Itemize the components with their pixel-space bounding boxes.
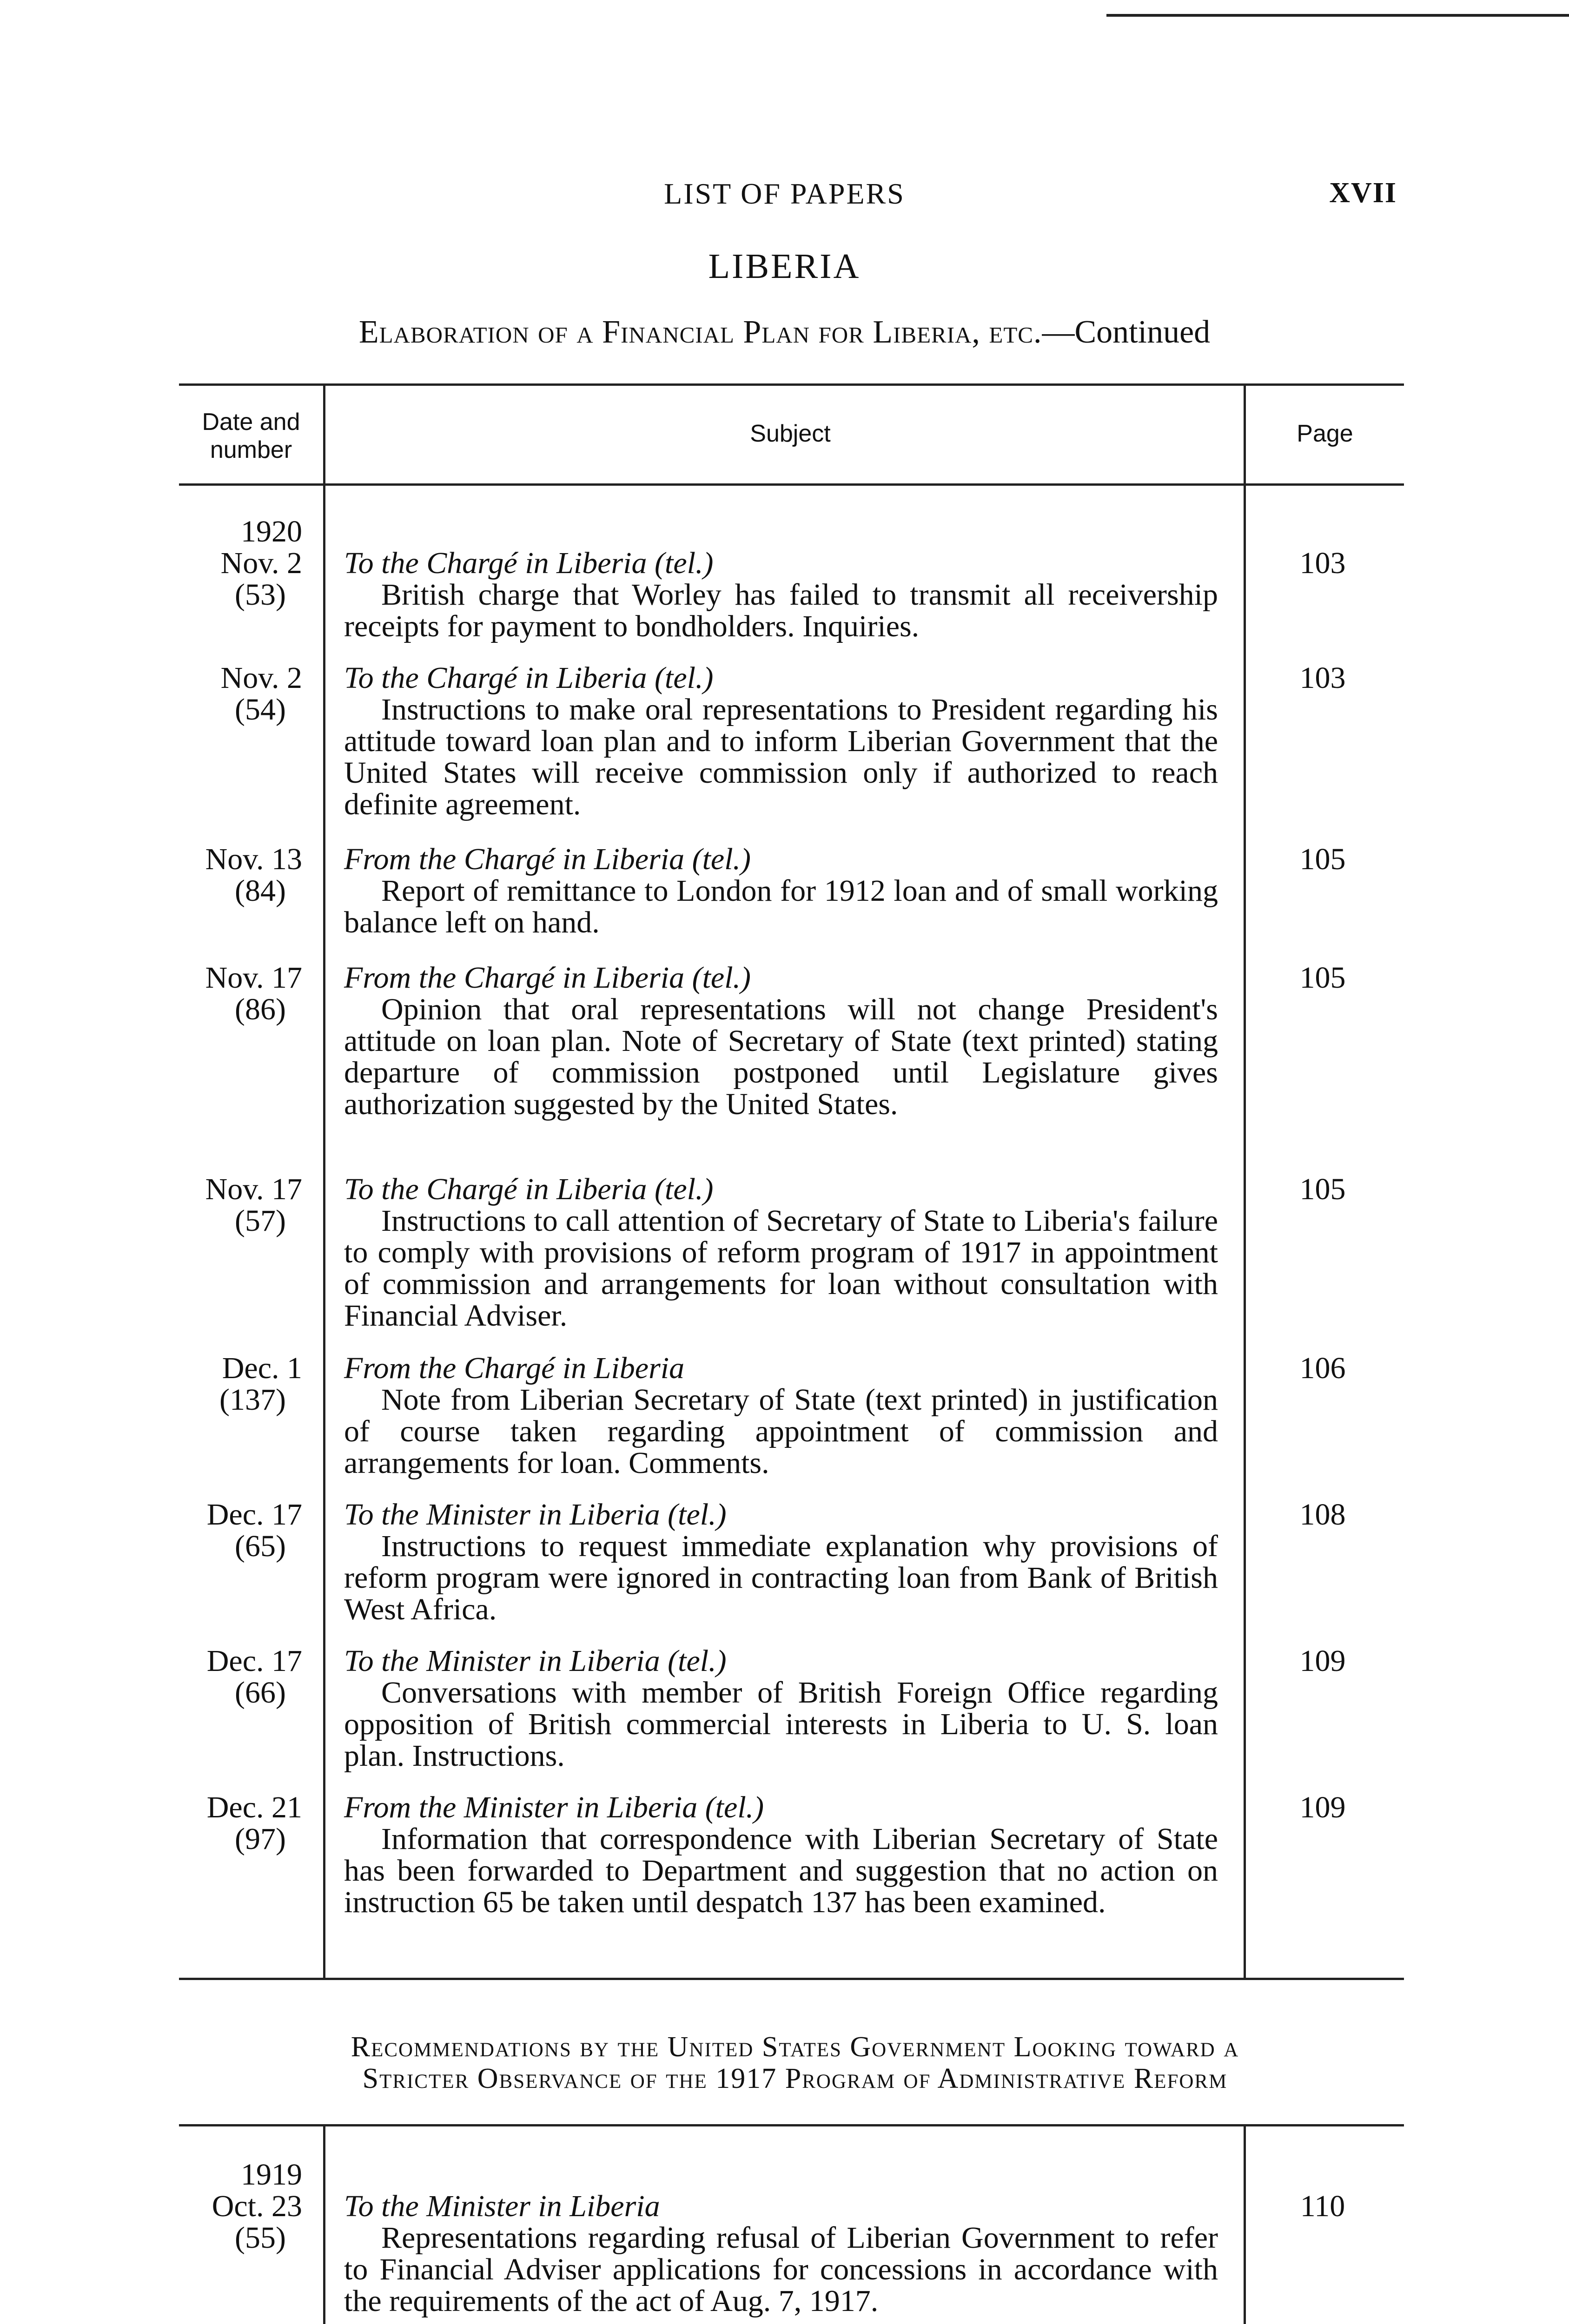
column-divider-right xyxy=(1244,386,1246,1978)
entry-date: Dec. 17 xyxy=(206,1644,302,1678)
column-header-subject: Subject xyxy=(750,420,831,447)
date-cell xyxy=(177,844,302,907)
date-cell xyxy=(177,1174,302,1237)
entry-correspondent: To the Minister in Liberia (tel.) xyxy=(344,1498,727,1532)
date-cell xyxy=(177,962,302,1025)
section-2-title-line-1: Recommendations by the United States Government Looking toward a xyxy=(351,2031,1239,2063)
date-cell xyxy=(177,1645,302,1709)
entry-summary: Information that correspondence with Liberian Secretary of State has been forwarded to Department and suggestion that no action on instruction 65 be taken until despatch 137 has been examined. xyxy=(344,1822,1218,1919)
entry-number: (57) xyxy=(235,1204,286,1238)
date-cell xyxy=(177,662,302,726)
entry-correspondent: From the Chargé in Liberia (tel.) xyxy=(344,842,751,876)
entry-number: (65) xyxy=(235,1529,286,1563)
subject-cell xyxy=(344,962,1218,1120)
subject-cell xyxy=(344,1174,1218,1332)
entry-correspondent: To the Chargé in Liberia (tel.) xyxy=(344,546,714,580)
entry-date: Nov. 17 xyxy=(205,961,302,995)
entry-number: (137) xyxy=(219,1383,286,1417)
entry-summary: Opinion that oral representations will not change President's attitude on loan plan. Note of Secretary of State (text printed) stating departure of commission postponed until Legislature gives authorization suggested by the United States. xyxy=(344,992,1218,1121)
entry-number: (84) xyxy=(235,874,286,908)
entry-correspondent: To the Minister in Liberia (tel.) xyxy=(344,1644,727,1678)
page-number: XVII xyxy=(1329,177,1397,209)
entry-number: (55) xyxy=(235,2221,286,2255)
entry-date: Nov. 17 xyxy=(205,1172,302,1206)
entry-summary: British charge that Worley has failed to transmit all receivership receipts for payment to bondholders. Inquiries. xyxy=(344,578,1218,643)
entry-correspondent: From the Chargé in Liberia xyxy=(344,1351,685,1385)
entry-number: (54) xyxy=(235,693,286,726)
entry-correspondent: To the Chargé in Liberia (tel.) xyxy=(344,1172,714,1206)
page-cell: 103 xyxy=(1299,661,1346,695)
entry-date: Nov. 13 xyxy=(205,842,302,876)
subject-cell xyxy=(344,844,1218,938)
section-continued: —Continued xyxy=(1042,314,1211,350)
entry-summary: Note from Liberian Secretary of State (text printed) in justification of course taken regarding appointment of commission and arrangements for loan. Comments. xyxy=(344,1383,1218,1480)
entry-summary: Representations regarding refusal of Liberian Government to refer to Financial Adviser applications for concessions in accordance with the requirements of the act of Aug. 7, 1917. xyxy=(344,2221,1218,2318)
page-cell: 105 xyxy=(1299,842,1346,876)
table-2-divider-left xyxy=(323,2126,325,2324)
entry-date: Dec. 1 xyxy=(222,1351,302,1385)
section-title-text: Elaboration of a Financial Plan for Liberia, etc. xyxy=(358,314,1042,350)
entry-summary: Conversations with member of British Foreign Office regarding opposition of British commercial interests in Liberia to U. S. loan plan. Instructions. xyxy=(344,1676,1218,1773)
subject-cell xyxy=(344,1792,1218,1918)
page-cell: 110 xyxy=(1300,2189,1345,2223)
column-header-page: Page xyxy=(1297,420,1353,447)
subject-cell xyxy=(344,1353,1218,1479)
subject-cell xyxy=(344,1499,1218,1625)
entry-summary: Instructions to request immediate explanation why provisions of reform program were ignored in contracting loan from Bank of British West Africa. xyxy=(344,1529,1218,1626)
page-cell: 103 xyxy=(1299,546,1346,580)
entry-date: Nov. 2 xyxy=(220,661,302,695)
entry-correspondent: To the Minister in Liberia xyxy=(344,2189,660,2223)
page-cell: 105 xyxy=(1299,1172,1346,1206)
top-edge-rule xyxy=(1106,14,1569,17)
entry-correspondent: To the Chargé in Liberia (tel.) xyxy=(344,661,714,695)
entry-number: (97) xyxy=(235,1822,286,1856)
entry-date: Dec. 17 xyxy=(206,1498,302,1532)
date-cell xyxy=(177,1353,302,1416)
table-2-divider-right xyxy=(1244,2126,1246,2324)
date-cell xyxy=(177,1499,302,1562)
page-cell: 105 xyxy=(1299,961,1346,995)
entry-date: Nov. 2 xyxy=(220,546,302,580)
subject-cell xyxy=(344,1645,1218,1772)
column-header-date: Date and number xyxy=(202,409,300,463)
page-cell: 109 xyxy=(1299,1644,1346,1678)
running-head-title: LIST OF PAPERS xyxy=(664,177,905,210)
page-cell: 109 xyxy=(1299,1790,1346,1824)
date-cell xyxy=(177,516,302,611)
entry-summary: Instructions to make oral representations to President regarding his attitude toward loan plan and to inform Liberian Government that the United States will receive commission only if authorized to reach definite agreement. xyxy=(344,693,1218,821)
section-2-title xyxy=(172,2031,1418,2094)
entry-summary: Report of remittance to London for 1912 loan and of small working balance left on hand. xyxy=(344,874,1218,939)
entry-summary: Instructions to call attention of Secretary of State to Liberia's failure to comply with provisions of reform program of 1917 in appointment of commission and arrangements for loan without consultation with Financial Adviser. xyxy=(344,1204,1218,1333)
table-2-top-rule xyxy=(179,2124,1404,2126)
entry-number: (66) xyxy=(235,1676,286,1710)
country-heading: LIBERIA xyxy=(708,247,861,286)
subject-cell xyxy=(344,662,1218,820)
entry-date: Oct. 23 xyxy=(212,2189,302,2223)
entry-year: 1919 xyxy=(241,2158,302,2192)
entry-correspondent: From the Chargé in Liberia (tel.) xyxy=(344,961,751,995)
date-cell xyxy=(177,1792,302,1855)
table-bottom-rule xyxy=(179,1978,1404,1980)
section-title xyxy=(0,314,1569,351)
page-cell: 108 xyxy=(1299,1498,1346,1532)
table-header-rule xyxy=(179,483,1404,486)
page-cell: 106 xyxy=(1299,1351,1346,1385)
entry-number: (53) xyxy=(235,578,286,612)
section-2-title-line-2: Stricter Observance of the 1917 Program of Administrative Reform xyxy=(362,2063,1228,2094)
entry-date: Dec. 21 xyxy=(206,1790,302,1824)
subject-cell xyxy=(344,2191,1218,2317)
entry-number: (86) xyxy=(235,992,286,1026)
column-divider-left xyxy=(323,386,325,1978)
date-cell xyxy=(177,2159,302,2254)
entry-correspondent: From the Minister in Liberia (tel.) xyxy=(344,1790,764,1824)
table-top-rule xyxy=(179,383,1404,386)
entry-year: 1920 xyxy=(241,515,302,548)
subject-cell xyxy=(344,548,1218,642)
